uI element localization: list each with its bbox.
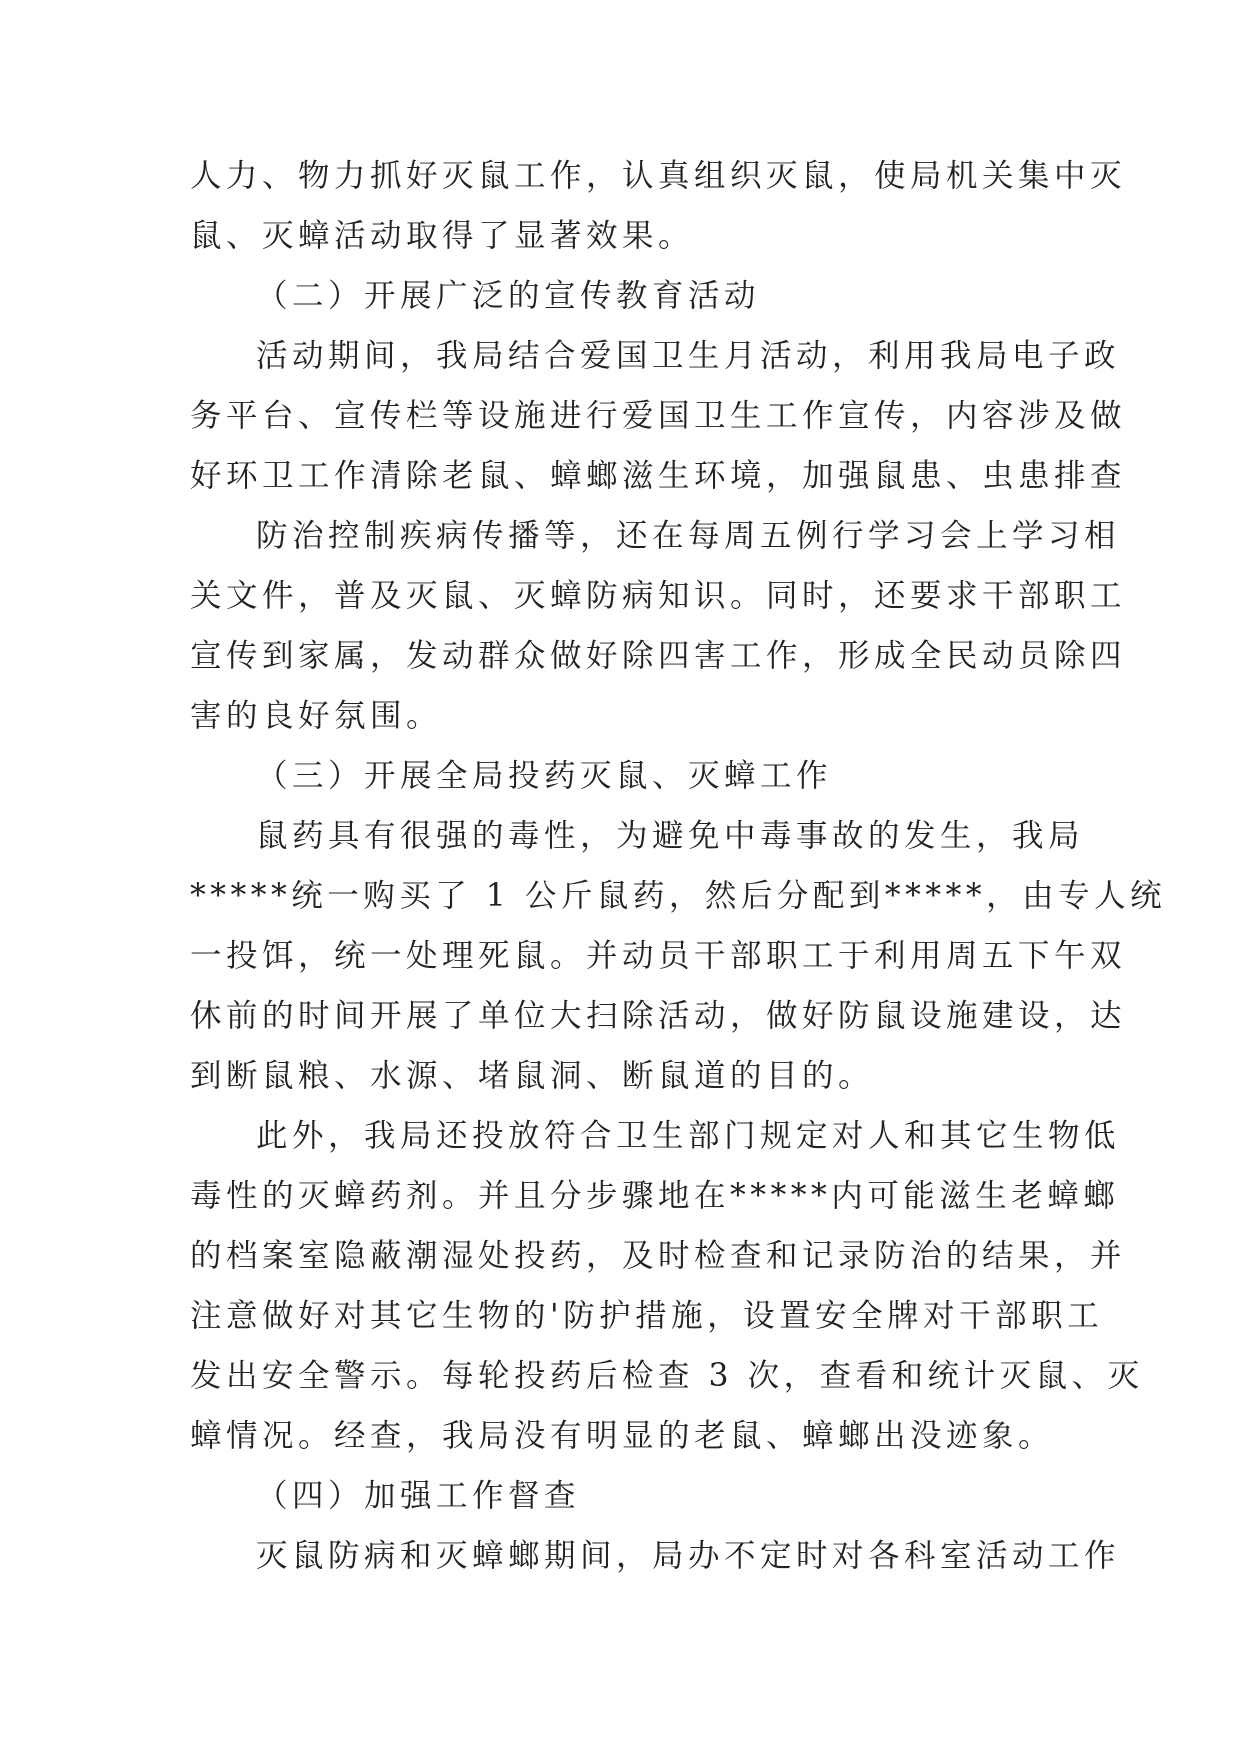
body-text-line: 此外，我局还投放符合卫生部门规定对人和其它生物低 xyxy=(256,1118,1121,1154)
body-text-line: 的档案室隐蔽潮湿处投药，及时检查和记录防治的结果，并 xyxy=(190,1238,1127,1274)
body-text-line: 发出安全警示。每轮投药后检查 3 次，查看和统计灭鼠、灭 xyxy=(190,1358,1144,1394)
body-text-line: 毒性的灭蟑药剂。并且分步骤地在*****内可能滋生老蟑螂 xyxy=(190,1178,1120,1214)
body-text-line: 注意做好对其它生物的'防护措施，设置安全牌对干部职工 xyxy=(190,1298,1104,1334)
section-heading: （四）加强工作督查 xyxy=(256,1478,581,1514)
body-text-line: 到断鼠粮、水源、堵鼠洞、断鼠道的目的。 xyxy=(190,1058,875,1094)
body-text-line: 灭鼠防病和灭蟑螂期间，局办不定时对各科室活动工作 xyxy=(256,1538,1121,1574)
body-text-line: 关文件，普及灭鼠、灭蟑防病知识。同时，还要求干部职工 xyxy=(190,578,1127,614)
section-heading: （二）开展广泛的宣传教育活动 xyxy=(256,278,761,314)
body-text-line: 务平台、宣传栏等设施进行爱国卫生工作宣传，内容涉及做 xyxy=(190,398,1127,434)
body-text-line: 鼠、灭蟑活动取得了显著效果。 xyxy=(190,218,695,254)
body-text-line: 休前的时间开展了单位大扫除活动，做好防鼠设施建设，达 xyxy=(190,998,1127,1034)
body-text-line: 人力、物力抓好灭鼠工作，认真组织灭鼠，使局机关集中灭 xyxy=(190,158,1127,194)
body-text-line: 防治控制疾病传播等，还在每周五例行学习会上学习相 xyxy=(256,518,1121,554)
section-heading: （三）开展全局投药灭鼠、灭蟑工作 xyxy=(256,758,833,794)
body-text-line: *****统一购买了 1 公斤鼠药，然后分配到*****，由专人统 xyxy=(190,878,1167,914)
body-text-line: 一投饵，统一处理死鼠。并动员干部职工于利用周五下午双 xyxy=(190,938,1127,974)
body-text-line: 蟑情况。经查，我局没有明显的老鼠、蟑螂出没迹象。 xyxy=(190,1418,1055,1454)
body-text-line: 活动期间，我局结合爱国卫生月活动，利用我局电子政 xyxy=(256,338,1121,374)
body-text-line: 好环卫工作清除老鼠、蟑螂滋生环境，加强鼠患、虫患排查 xyxy=(190,458,1127,494)
body-text-line: 宣传到家属，发动群众做好除四害工作，形成全民动员除四 xyxy=(190,638,1127,674)
body-text-line: 害的良好氛围。 xyxy=(190,698,443,734)
body-text-line: 鼠药具有很强的毒性，为避免中毒事故的发生，我局 xyxy=(256,818,1085,854)
